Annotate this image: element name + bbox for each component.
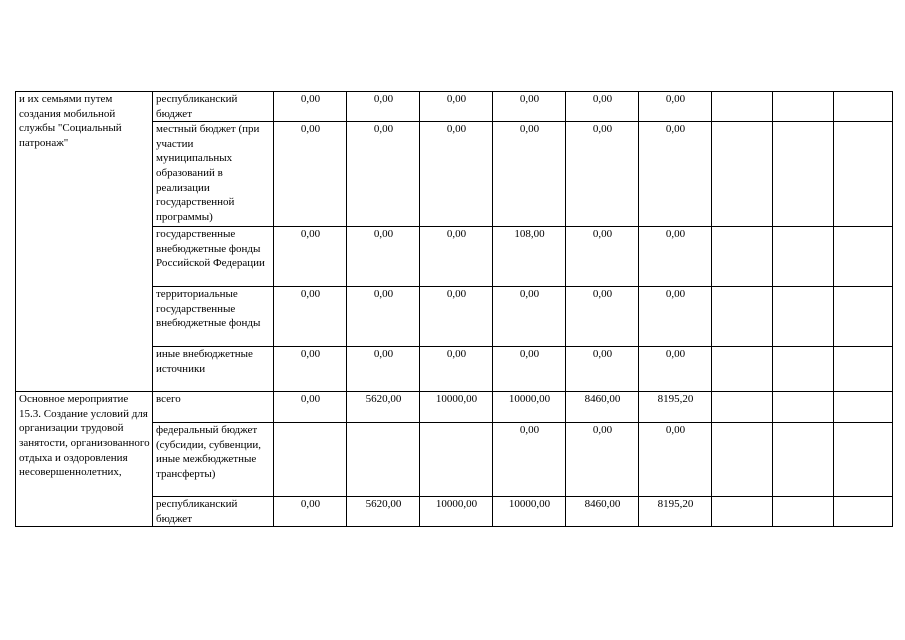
funding-source-cell: всего — [153, 392, 274, 423]
value-cell: 0,00 — [566, 122, 639, 227]
empty-cell — [834, 347, 893, 392]
empty-cell — [834, 287, 893, 347]
value-cell: 0,00 — [274, 287, 347, 347]
empty-cell — [834, 392, 893, 423]
value-cell: 0,00 — [420, 287, 493, 347]
value-cell: 0,00 — [639, 347, 712, 392]
value-cell: 8460,00 — [566, 392, 639, 423]
value-cell: 0,00 — [639, 423, 712, 497]
value-cell: 10000,00 — [493, 392, 566, 423]
empty-cell — [834, 227, 893, 287]
empty-cell — [834, 122, 893, 227]
value-cell: 10000,00 — [420, 497, 493, 527]
value-cell: 0,00 — [639, 122, 712, 227]
value-cell: 0,00 — [347, 347, 420, 392]
value-cell: 0,00 — [274, 122, 347, 227]
value-cell: 0,00 — [566, 423, 639, 497]
empty-cell — [712, 423, 773, 497]
empty-cell — [712, 122, 773, 227]
value-cell: 0,00 — [347, 227, 420, 287]
value-cell: 0,00 — [639, 227, 712, 287]
empty-cell — [834, 497, 893, 527]
empty-cell — [773, 92, 834, 122]
empty-cell — [712, 347, 773, 392]
event-description-cell: и их семьями путем создания мобильной службы "Социальный патронаж" — [16, 92, 153, 392]
empty-cell — [773, 287, 834, 347]
funding-source-cell: иные внебюджетные источники — [153, 347, 274, 392]
value-cell: 0,00 — [639, 287, 712, 347]
value-cell: 10000,00 — [420, 392, 493, 423]
value-cell: 0,00 — [347, 287, 420, 347]
funding-source-cell: государственные внебюджетные фонды Российской Федерации — [153, 227, 274, 287]
value-cell: 0,00 — [420, 122, 493, 227]
value-cell: 0,00 — [274, 392, 347, 423]
value-cell: 0,00 — [566, 227, 639, 287]
funding-source-cell: республиканский бюджет — [153, 92, 274, 122]
value-cell — [420, 423, 493, 497]
value-cell: 0,00 — [493, 423, 566, 497]
empty-cell — [834, 423, 893, 497]
value-cell: 0,00 — [420, 227, 493, 287]
table-row — [16, 392, 893, 423]
value-cell: 0,00 — [566, 92, 639, 122]
value-cell — [274, 423, 347, 497]
value-cell: 10000,00 — [493, 497, 566, 527]
value-cell: 0,00 — [566, 347, 639, 392]
value-cell: 0,00 — [566, 287, 639, 347]
value-cell: 0,00 — [639, 92, 712, 122]
empty-cell — [834, 92, 893, 122]
empty-cell — [712, 497, 773, 527]
funding-source-cell: местный бюджет (при участии муниципальных образований в реализации государственной программы) — [153, 122, 274, 227]
empty-cell — [773, 227, 834, 287]
empty-cell — [773, 497, 834, 527]
empty-cell — [773, 122, 834, 227]
value-cell — [347, 423, 420, 497]
value-cell: 0,00 — [347, 122, 420, 227]
value-cell: 0,00 — [493, 92, 566, 122]
funding-source-cell: федеральный бюджет (субсидии, субвенции, иные межбюджетные трансферты) — [153, 423, 274, 497]
empty-cell — [773, 423, 834, 497]
value-cell: 0,00 — [493, 287, 566, 347]
empty-cell — [712, 287, 773, 347]
value-cell: 8195,20 — [639, 392, 712, 423]
value-cell: 5620,00 — [347, 392, 420, 423]
value-cell: 0,00 — [274, 227, 347, 287]
value-cell: 0,00 — [274, 347, 347, 392]
empty-cell — [712, 392, 773, 423]
budget-table — [15, 91, 893, 527]
value-cell: 8460,00 — [566, 497, 639, 527]
funding-source-cell: территориальные государственные внебюджетные фонды — [153, 287, 274, 347]
value-cell: 0,00 — [347, 92, 420, 122]
value-cell: 8195,20 — [639, 497, 712, 527]
empty-cell — [712, 227, 773, 287]
value-cell: 0,00 — [493, 347, 566, 392]
funding-source-cell: республиканский бюджет — [153, 497, 274, 527]
empty-cell — [773, 347, 834, 392]
value-cell: 5620,00 — [347, 497, 420, 527]
value-cell: 0,00 — [420, 347, 493, 392]
value-cell: 108,00 — [493, 227, 566, 287]
value-cell: 0,00 — [420, 92, 493, 122]
value-cell: 0,00 — [274, 92, 347, 122]
value-cell: 0,00 — [493, 122, 566, 227]
value-cell: 0,00 — [274, 497, 347, 527]
event-description-cell: Основное мероприятие 15.3. Создание условий для организации трудовой занятости, организованного отдыха и оздоровления несовершеннолетних, — [16, 392, 153, 527]
table-row — [16, 92, 893, 122]
empty-cell — [712, 92, 773, 122]
empty-cell — [773, 392, 834, 423]
